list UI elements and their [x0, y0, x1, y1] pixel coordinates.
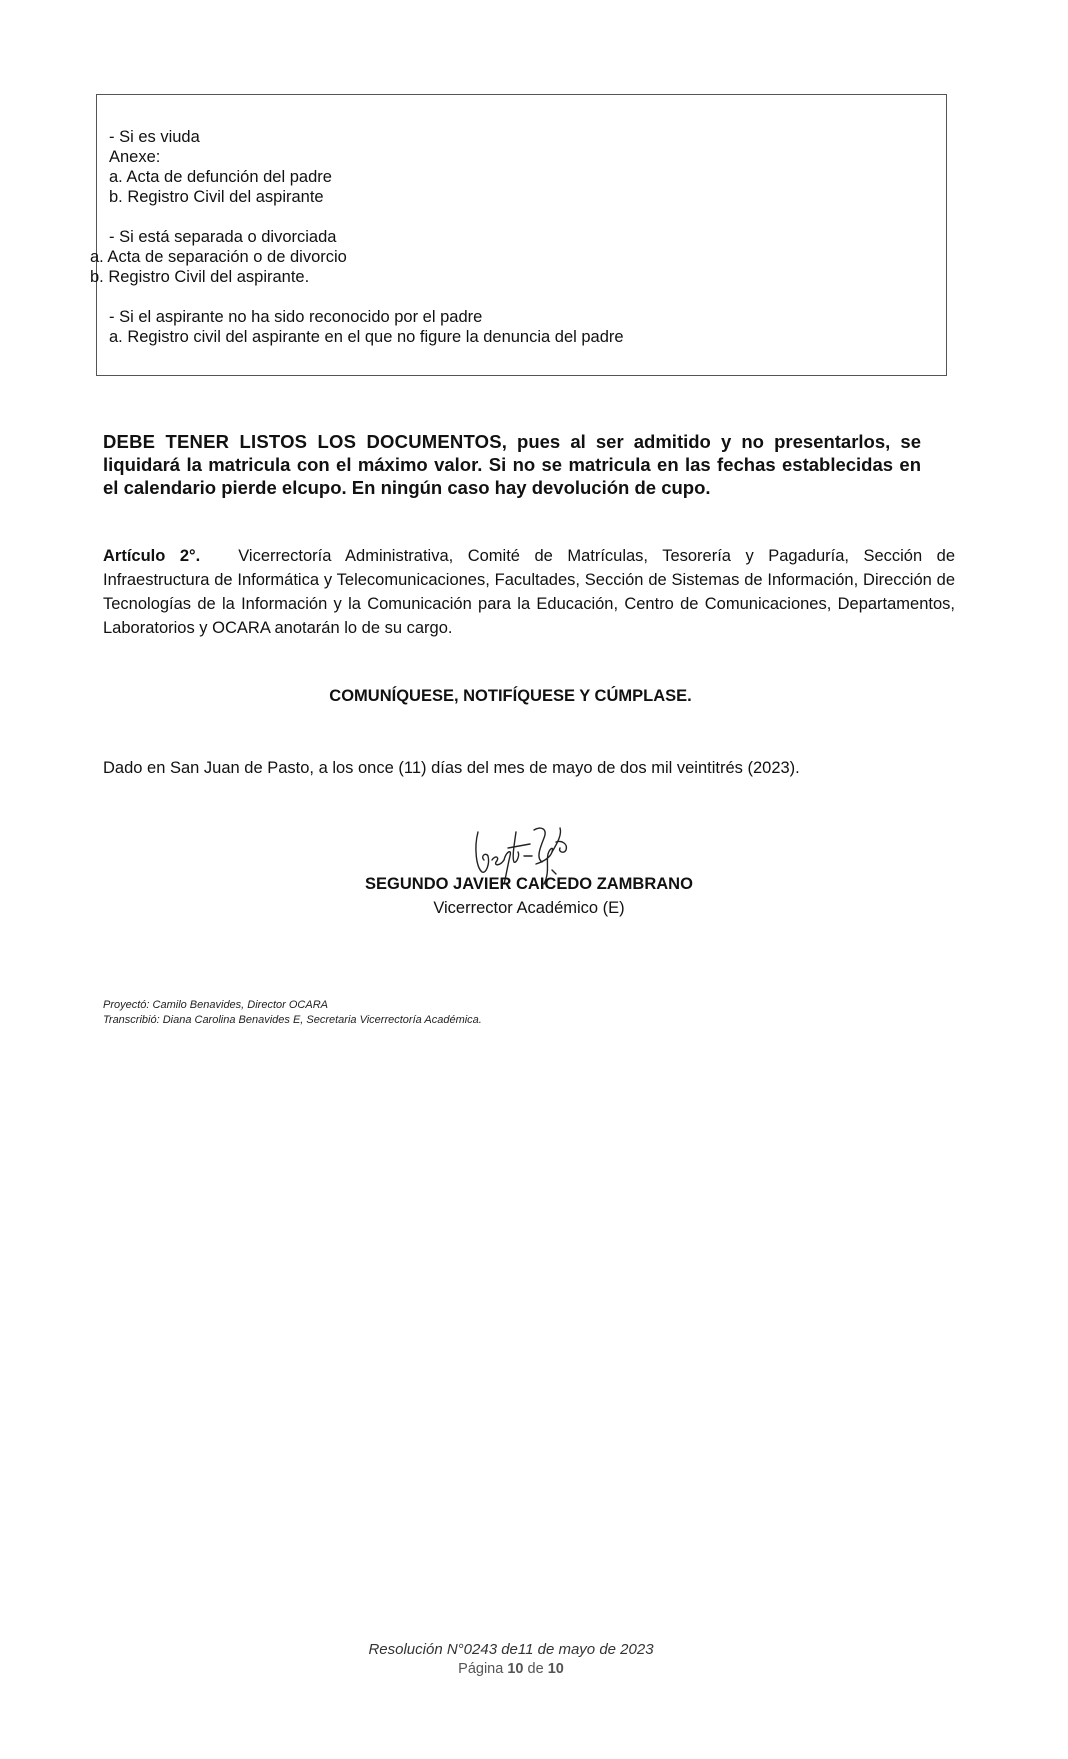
page-current: 10 [507, 1661, 524, 1677]
separated-item-b: b. Registro Civil del aspirante. [90, 268, 310, 286]
article-text: Vicerrectoría Administrativa, Comité de Matrículas, Tesorería y Pagaduría, Sección de Infraestructura de Informática y Telecomunicaciones, Facultades, Sección de Sistemas de Información, Dirección de Tecnologías de la Información y la Comunicación para la Educación, Centro de Comunicaciones, Departamentos, Laboratorios y OCARA anotarán lo de su cargo. [103, 547, 955, 637]
notice-lead: DEBE TENER LISTOS LOS DOCUMENTOS [103, 431, 502, 452]
separated-item-a: a. Acta de separación o de divorcio [90, 248, 347, 266]
unrecognized-item-a: a. Registro civil del aspirante en el que no figure la denuncia del padre [109, 328, 624, 346]
closing-formula: COMUNÍQUESE, NOTIFÍQUESE Y CÚMPLASE. [329, 687, 692, 705]
projected-by: Proyectó: Camilo Benavides, Director OCARA [103, 999, 328, 1011]
widow-item-b: b. Registro Civil del aspirante [109, 188, 324, 206]
documents-notice [103, 430, 921, 499]
issued-statement: Dado en San Juan de Pasto, a los once (11) días del mes de mayo de dos mil veintitrés (2023). [103, 759, 800, 777]
page-total: 10 [547, 1661, 564, 1677]
requirements-box [90, 94, 947, 376]
notice-body: , pues al ser admitido y no presentarlos, se liquidará la matricula con el máximo valor. Si no se matricula en las fechas establecidas en el calendario pierde elcupo. En ningún caso hay devolución de cupo. [103, 431, 921, 498]
credits-block [103, 998, 482, 1028]
unrecognized-heading: - Si el aspirante no ha sido reconocido por el padre [109, 308, 483, 326]
page-of: de [527, 1661, 544, 1677]
signer-title: Vicerrector Académico (E) [433, 899, 625, 917]
footer-page-number [0, 1660, 1022, 1679]
footer-resolution: Resolución N°0243 de11 de mayo de 2023 [368, 1641, 654, 1658]
article-2 [103, 544, 955, 640]
transcribed-by: Transcribió: Diana Carolina Benavides E, Secretaria Vicerrectoría Académica. [103, 1014, 482, 1026]
widow-annex-label: Anexe: [109, 148, 161, 166]
page-word: Página [458, 1661, 504, 1677]
widow-item-a: a. Acta de defunción del padre [109, 168, 332, 186]
article-label: Artículo 2°. [103, 547, 201, 565]
separated-heading: - Si está separada o divorciada [109, 228, 337, 246]
widow-heading: - Si es viuda [109, 128, 200, 146]
signer-name: SEGUNDO JAVIER CAICEDO ZAMBRANO [365, 875, 693, 893]
